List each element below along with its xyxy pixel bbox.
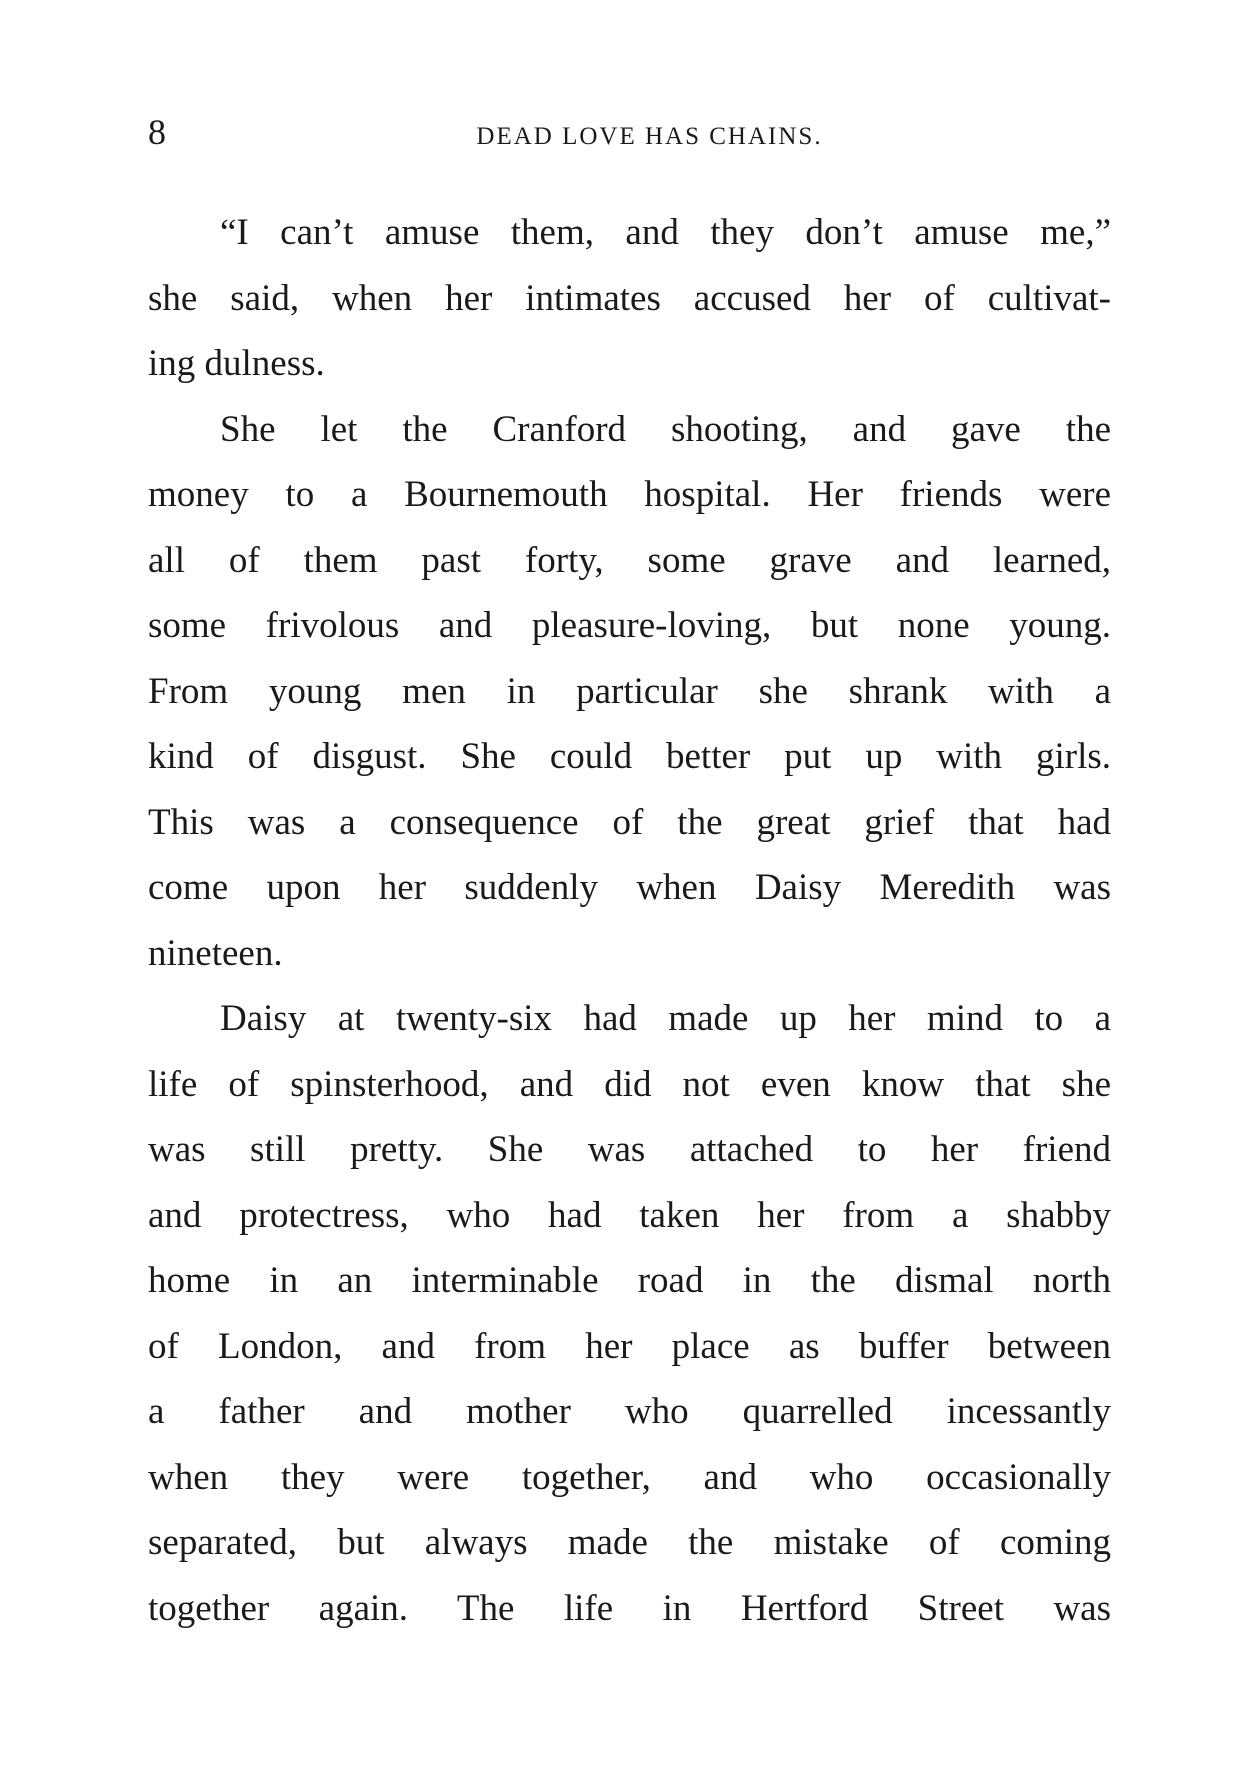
text-line: kind of disgust. She could better put up with girls. (148, 736, 1111, 777)
text-line: “I can’t amuse them, and they don’t amuse me,” (220, 212, 1111, 253)
text-line: a father and mother who quarrelled incessantly (148, 1391, 1111, 1432)
text-line: money to a Bournemouth hospital. Her friends were (148, 474, 1111, 515)
text-line: nineteen. (148, 932, 283, 974)
text-line: Daisy at twenty-six had made up her mind to a (220, 998, 1111, 1039)
text-line: come upon her suddenly when Daisy Meredith was (148, 867, 1111, 908)
text-line: home in an interminable road in the dismal north (148, 1260, 1111, 1301)
text-line: ing dulness. (148, 343, 325, 384)
text-line: This was a consequence of the great grief that had (148, 801, 1111, 843)
text-line: She let the Cranford shooting, and gave the (220, 408, 1111, 450)
text-line: when they were together, and who occasionally (148, 1456, 1111, 1498)
page-header (148, 112, 1111, 162)
running-title: DEAD LOVE HAS CHAINS. (476, 123, 823, 150)
page-number: 8 (148, 112, 166, 152)
body-text (148, 200, 1111, 1641)
text-line: all of them past forty, some grave and learned, (148, 539, 1111, 581)
text-line: was still pretty. She was attached to her friend (148, 1129, 1111, 1170)
text-line: life of spinsterhood, and did not even know that she (148, 1063, 1111, 1105)
text-line: separated, but always made the mistake of coming (148, 1522, 1111, 1563)
text-line: she said, when her intimates accused her of cultivat- (148, 277, 1111, 319)
text-line: of London, and from her place as buffer between (148, 1325, 1111, 1367)
text-line: together again. The life in Hertford Street was (148, 1587, 1111, 1629)
text-line: some frivolous and pleasure-loving, but none young. (148, 605, 1111, 646)
text-line: From young men in particular she shrank with a (148, 670, 1111, 712)
text-line: and protectress, who had taken her from a shabby (148, 1194, 1111, 1236)
